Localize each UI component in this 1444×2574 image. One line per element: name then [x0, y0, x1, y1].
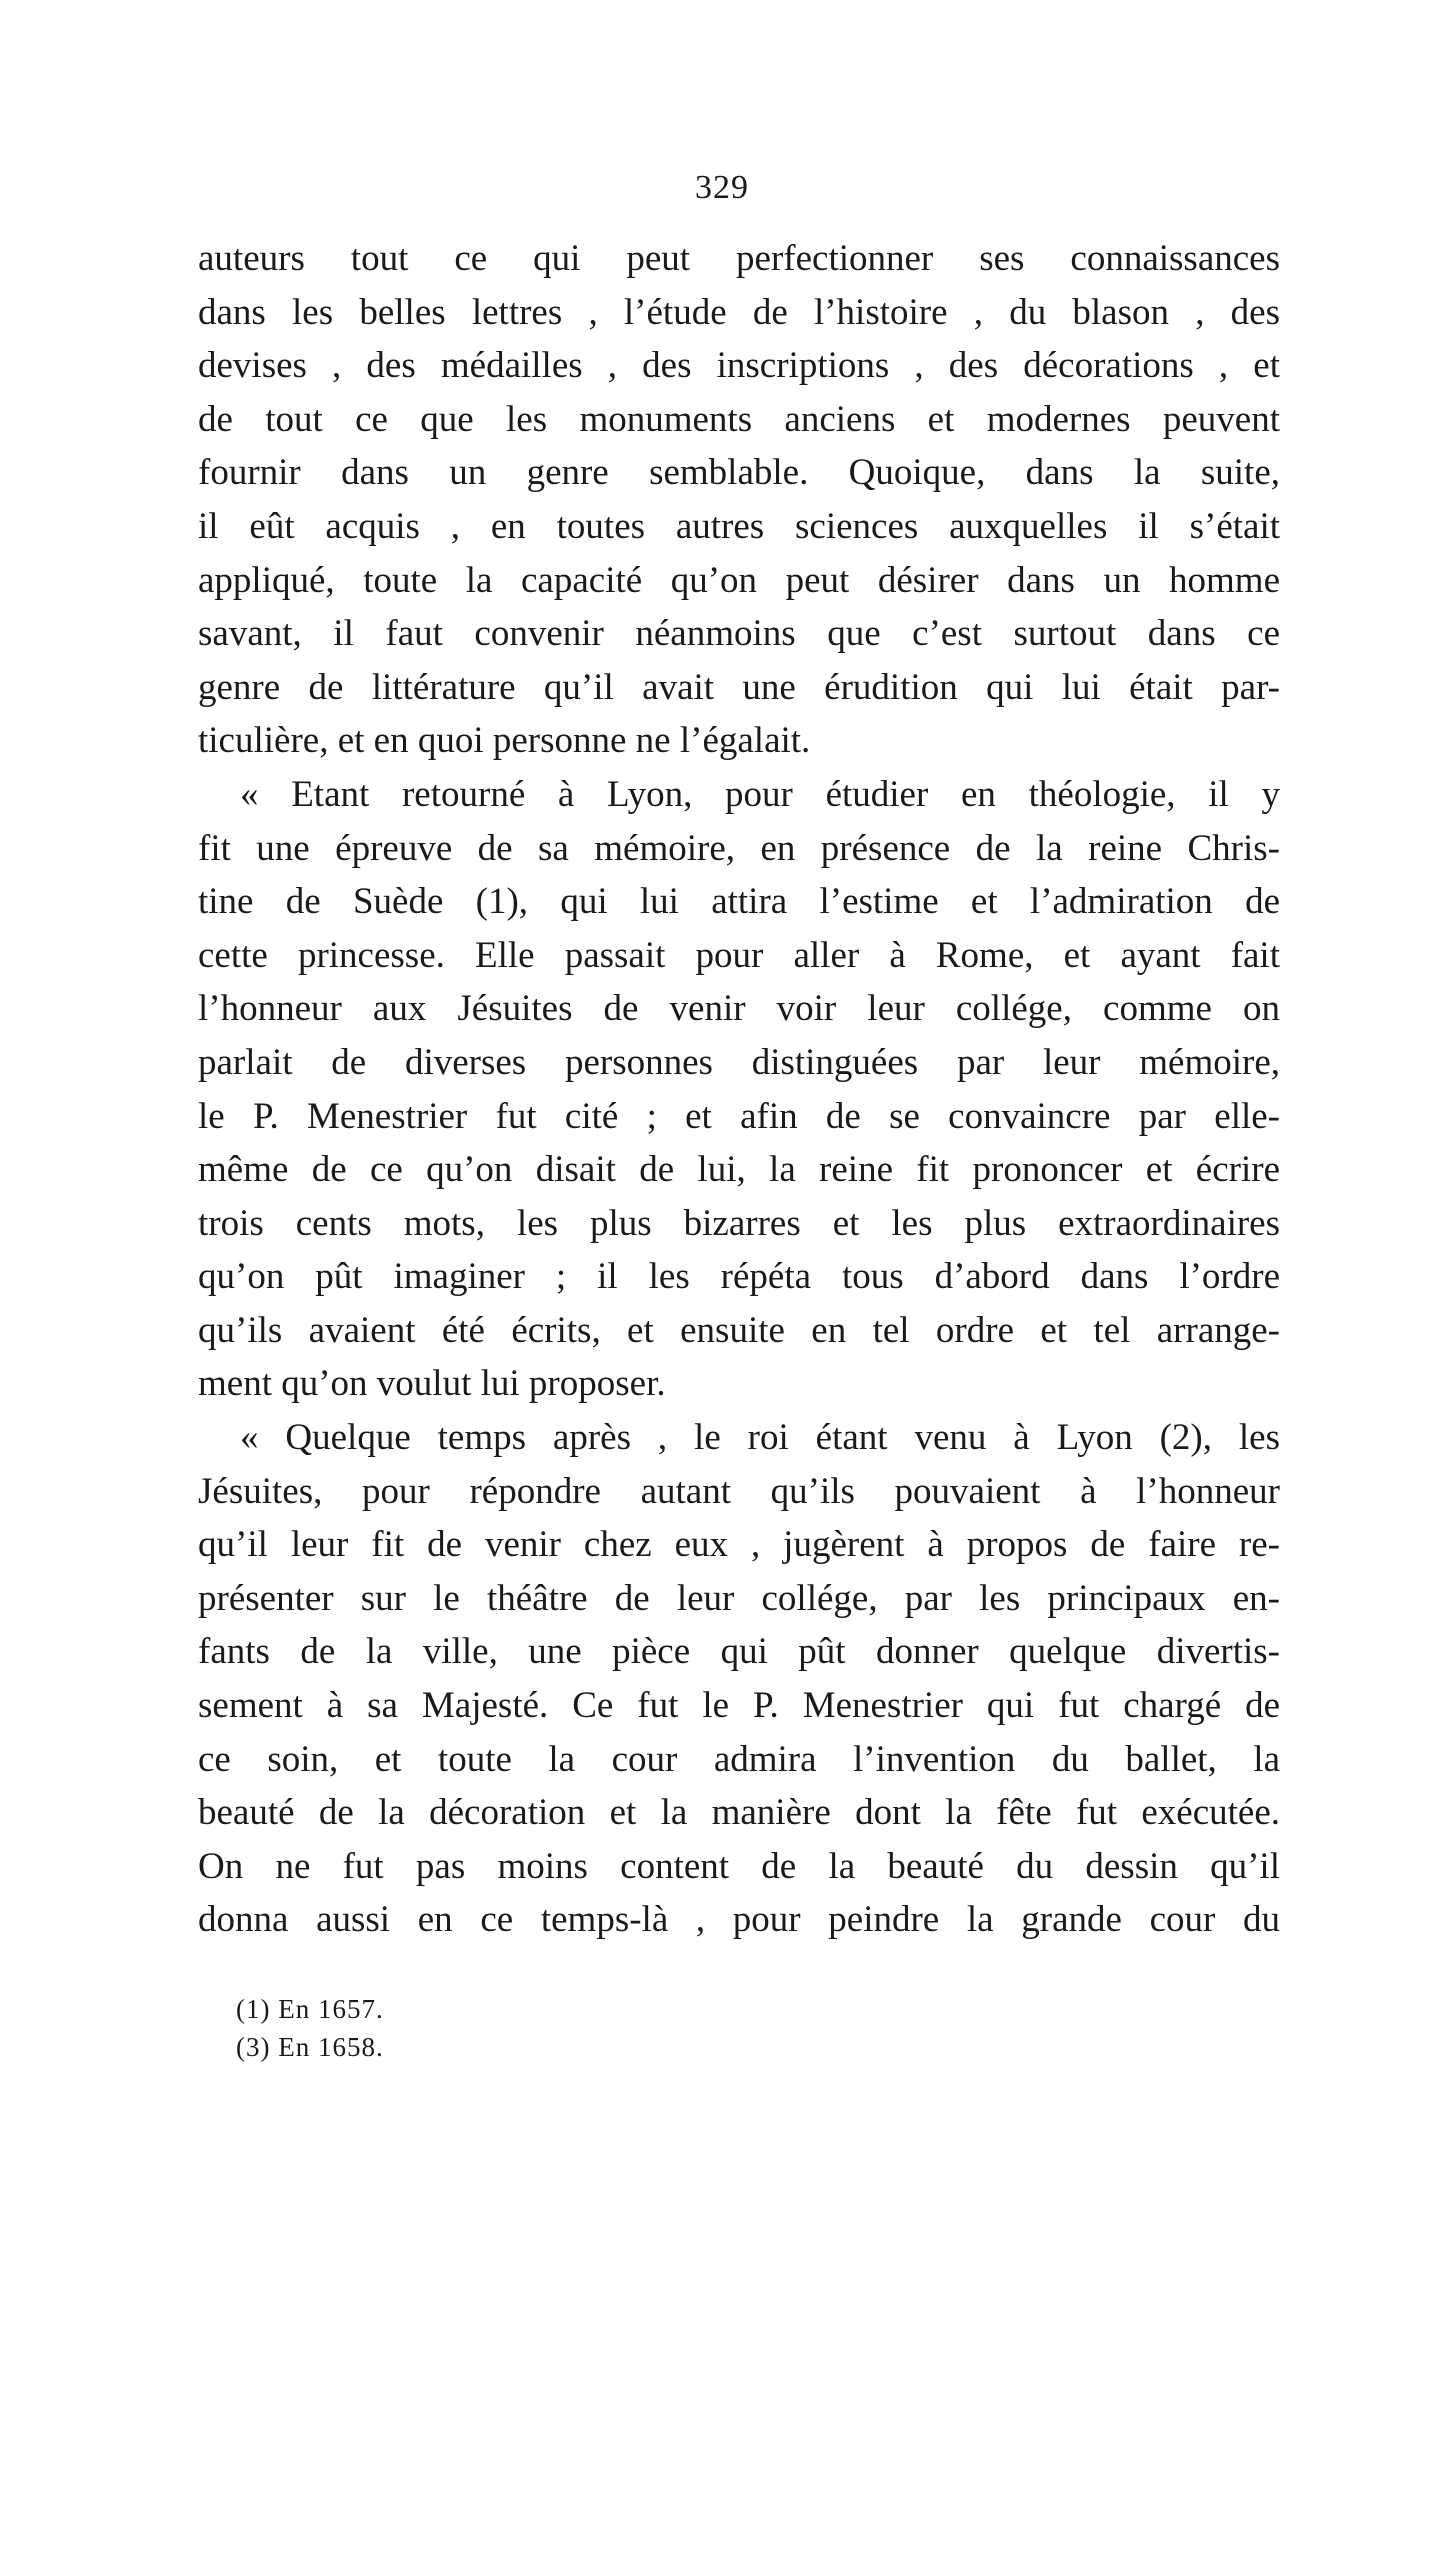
text-line: qu’ils avaient été écrits, et ensuite en tel ordre et tel arrange- [198, 1309, 1280, 1351]
text-line: On ne fut pas moins content de la beauté du dessin qu’il [198, 1845, 1280, 1887]
text-line: appliqué, toute la capacité qu’on peut désirer dans un homme [198, 559, 1280, 601]
text-line: devises , des médailles , des inscriptions , des décorations , et [198, 345, 1280, 387]
text-line: genre de littérature qu’il avait une érudition qui lui était par- [198, 666, 1280, 708]
text-line: dans les belles lettres , l’étude de l’histoire , du blason , des [198, 291, 1280, 333]
text-line: cette princesse. Elle passait pour aller à Rome, et ayant fait [198, 934, 1280, 976]
text-line: parlait de diverses personnes distinguées par leur mémoire, [198, 1041, 1280, 1083]
text-line: le P. Menestrier fut cité ; et afin de se convaincre par elle- [198, 1095, 1280, 1137]
text-line: présenter sur le théâtre de leur collége, par les principaux en- [198, 1577, 1280, 1619]
text-line: fournir dans un genre semblable. Quoique, dans la suite, [198, 452, 1280, 494]
text-line: beauté de la décoration et la manière dont la fête fut exécutée. [198, 1792, 1280, 1834]
page-number: 329 [695, 169, 749, 206]
text-line: ce soin, et toute la cour admira l’invention du ballet, la [198, 1738, 1280, 1780]
text-line: qu’on pût imaginer ; il les répéta tous d’abord dans l’ordre [198, 1256, 1280, 1298]
text-line: savant, il faut convenir néanmoins que c’est surtout dans ce [198, 613, 1280, 655]
text-line: auteurs tout ce qui peut perfectionner ses connaissances [198, 238, 1280, 279]
text-line: fants de la ville, une pièce qui pût donner quelque divertis- [198, 1631, 1280, 1673]
text-line: qu’il leur fit de venir chez eux , jugèrent à propos de faire re- [198, 1524, 1280, 1566]
text-line: ticulière, et en quoi personne ne l’égalait. [198, 720, 811, 762]
text-line: l’honneur aux Jésuites de venir voir leur collége, comme on [198, 988, 1280, 1030]
footnote: (3) En 1658. [236, 2032, 384, 2062]
text-line: « Quelque temps après , le roi étant venu à Lyon (2), les [240, 1417, 1280, 1459]
text-line: « Etant retourné à Lyon, pour étudier en théologie, il y [240, 773, 1280, 815]
text-line: trois cents mots, les plus bizarres et les plus extraordinaires [198, 1202, 1280, 1244]
text-line: tine de Suède (1), qui lui attira l’estime et l’admiration de [198, 881, 1280, 923]
text-line: de tout ce que les monuments anciens et modernes peuvent [198, 398, 1280, 440]
text-line: fit une épreuve de sa mémoire, en présence de la reine Chris- [198, 827, 1280, 869]
text-line: il eût acquis , en toutes autres sciences auxquelles il s’était [198, 505, 1280, 547]
footnote: (1) En 1657. [236, 1994, 384, 2024]
text-line: Jésuites, pour répondre autant qu’ils pouvaient à l’honneur [198, 1470, 1280, 1512]
text-line: donna aussi en ce temps-là , pour peindre la grande cour du [198, 1899, 1280, 1941]
text-line: ment qu’on voulut lui proposer. [198, 1363, 666, 1405]
footnotes [236, 1990, 1136, 2066]
body-text [198, 232, 1280, 1947]
text-line: sement à sa Majesté. Ce fut le P. Menestrier qui fut chargé de [198, 1685, 1280, 1727]
text-line: même de ce qu’on disait de lui, la reine fit prononcer et écrire [198, 1149, 1280, 1191]
